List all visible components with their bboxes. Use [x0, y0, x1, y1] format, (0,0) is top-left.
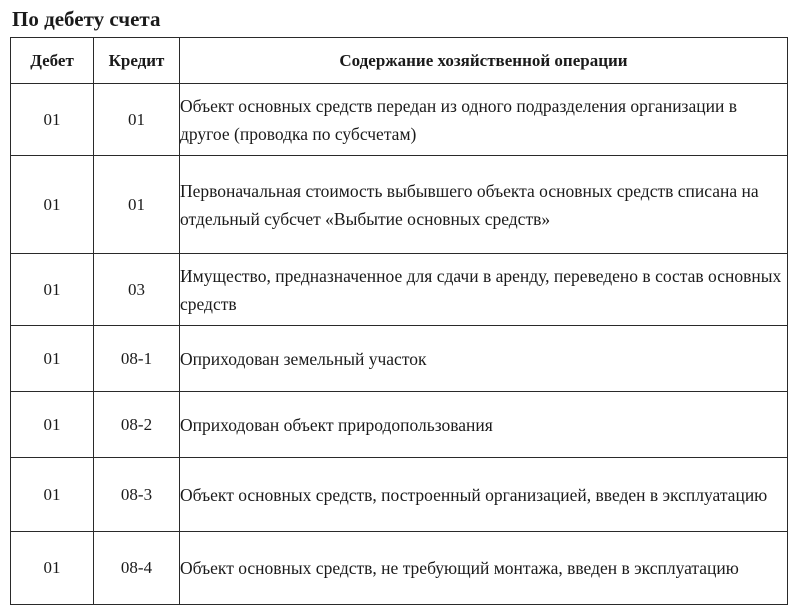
- credit-cell: 01: [94, 84, 180, 156]
- credit-cell: 08-4: [94, 532, 180, 605]
- debit-cell: 01: [11, 532, 94, 605]
- description-cell: Первоначальная стоимость выбывшего объекта основных средств списана на отдельный субсчет «Выбытие основных средств»: [180, 156, 788, 254]
- description-cell: Имущество, предназначенное для сдачи в аренду, переведено в состав основных средств: [180, 254, 788, 326]
- accounting-entries-table: [10, 37, 788, 605]
- debit-cell: 01: [11, 254, 94, 326]
- description-cell: Оприходован земельный участок: [180, 326, 788, 392]
- table-row: [11, 84, 788, 156]
- table-row: [11, 392, 788, 458]
- table-header-row: [11, 38, 788, 84]
- debit-cell: 01: [11, 458, 94, 532]
- table-row: [11, 532, 788, 605]
- table-row: [11, 254, 788, 326]
- debit-cell: 01: [11, 84, 94, 156]
- column-header-credit: Кредит: [94, 38, 180, 84]
- credit-cell: 08-1: [94, 326, 180, 392]
- debit-cell: 01: [11, 326, 94, 392]
- debit-cell: 01: [11, 392, 94, 458]
- page-title: По дебету счета: [12, 7, 161, 31]
- column-header-debit: Дебет: [11, 38, 94, 84]
- table-row: [11, 326, 788, 392]
- credit-cell: 08-2: [94, 392, 180, 458]
- column-header-description: Содержание хозяйственной операции: [180, 38, 788, 84]
- table-row: [11, 156, 788, 254]
- credit-cell: 01: [94, 156, 180, 254]
- credit-cell: 08-3: [94, 458, 180, 532]
- credit-cell: 03: [94, 254, 180, 326]
- table-row: [11, 458, 788, 532]
- description-cell: Объект основных средств передан из одного подразделения организации в другое (проводка по субсчетам): [180, 84, 788, 156]
- description-cell: Оприходован объект природопользования: [180, 392, 788, 458]
- debit-cell: 01: [11, 156, 94, 254]
- description-cell: Объект основных средств, не требующий монтажа, введен в эксплуатацию: [180, 532, 788, 605]
- description-cell: Объект основных средств, построенный организацией, введен в эксплуатацию: [180, 458, 788, 532]
